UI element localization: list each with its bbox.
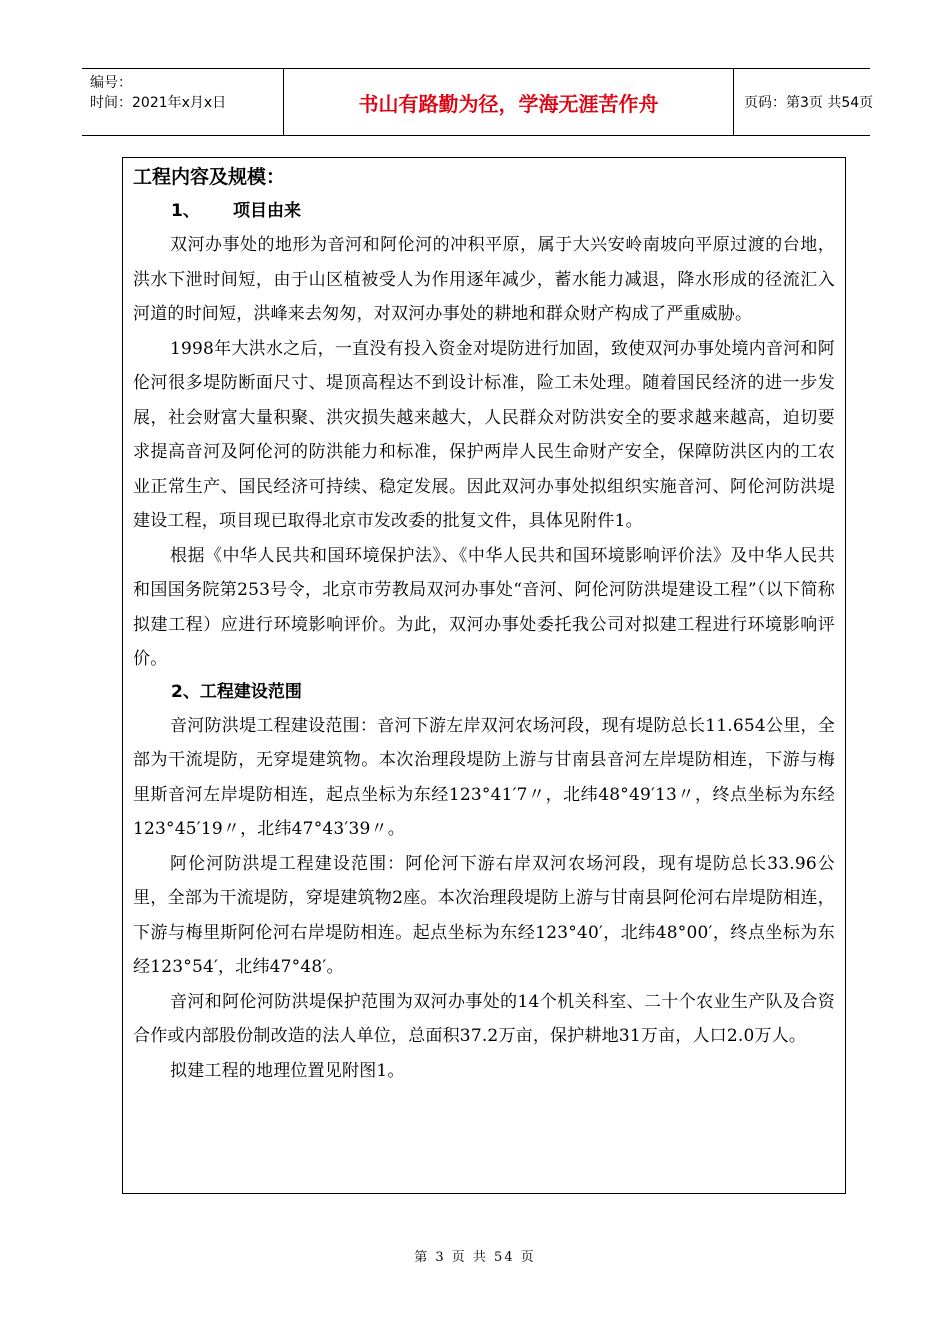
header-motto: 书山有路勤为径，学海无涯苦作舟: [283, 69, 734, 135]
content-box: [122, 157, 846, 1194]
paragraph-2: 1998年大洪水之后，一直没有投入资金对堤防进行加固，致使双河办事处境内音河和阿伦河很多堤防断面尺寸、堤顶高程达不到设计标准，险工未处理。随着国民经济的进一步发展，社会财富大量积聚、洪灾损失越来越大，人民群众对防洪安全的要求越来越高，迫切要求提高音河及阿伦河的防洪能力和标准，保护两岸人民生命财产安全，保障防洪区内的工农业正常生产、国民经济可持续、稳定发展。因此双河办事处拟组织实施音河、阿伦河防洪堤建设工程，项目现已取得北京市发改委的批复文件，具体见附件1。: [133, 338, 835, 531]
paragraph-7: 拟建工程的地理位置见附图1。: [170, 1060, 405, 1081]
paragraph-4: 音河防洪堤工程建设范围：音河下游左岸双河农场河段，现有堤防总长11.654公里，全部为干流堤防，无穿堤建筑物。本次治理段堤防上游与甘南县音河左岸堤防相连，下游与梅里斯音河左岸堤防相连，起点坐标为东经123°41′7〃，北纬48°49′13〃，终点坐标为东经123°45′19〃，北纬47°43′39〃。: [133, 715, 835, 839]
section-2-heading: 2、工程建设范围: [171, 681, 302, 702]
document-time-label: 时间：2021年x月x日: [90, 95, 227, 111]
page-footer: 第 3 页 共 54 页: [414, 1250, 536, 1265]
paragraph-1: 双河办事处的地形为音河和阿伦河的冲积平原，属于大兴安岭南坡向平原过渡的台地，洪水下泄时间短，由于山区植被受人为作用逐年减少，蓄水能力减退，降水形成的径流汇入河道的时间短，洪峰来去匆匆，对双河办事处的耕地和群众财产构成了严重威胁。: [133, 235, 835, 324]
paragraph-3: 根据《中华人民共和国环境保护法》、《中华人民共和国环境影响评价法》及中华人民共和国国务院第253号令，北京市劳教局双河办事处“音河、阿伦河防洪堤建设工程”（以下简称拟建工程）应进行环境影响评价。为此，双河办事处委托我公司对拟建工程进行环境影响评价。: [133, 545, 835, 669]
section-title: 工程内容及规模：: [133, 166, 286, 188]
section-1-title: 项目由来: [233, 201, 301, 221]
header-meta: [82, 69, 283, 135]
paragraph-5: 阿伦河防洪堤工程建设范围：阿伦河下游右岸双河农场河段，现有堤防总长33.96公里，全部为干流堤防，穿堤建筑物2座。本次治理段堤防上游与甘南县阿伦河右岸堤防相连，下游与梅里斯阿伦河右岸堤防相连。起点坐标为东经123°40′，北纬48°00′，终点坐标为东经123°54′，北纬47°48′。: [133, 853, 835, 977]
section-1-heading: [171, 196, 835, 226]
paragraph-6: 音河和阿伦河防洪堤保护范围为双河办事处的14个机关科室、二十个农业生产队及合资合作或内部股份制改造的法人单位，总面积37.2万亩，保护耕地31万亩，人口2.0万人。: [133, 991, 835, 1046]
header-page-label: 页码：第3页 共54页: [744, 95, 874, 111]
section-1-number: 1、: [171, 201, 200, 221]
page-header: [82, 68, 874, 136]
document-number-label: 编号：: [90, 75, 132, 91]
